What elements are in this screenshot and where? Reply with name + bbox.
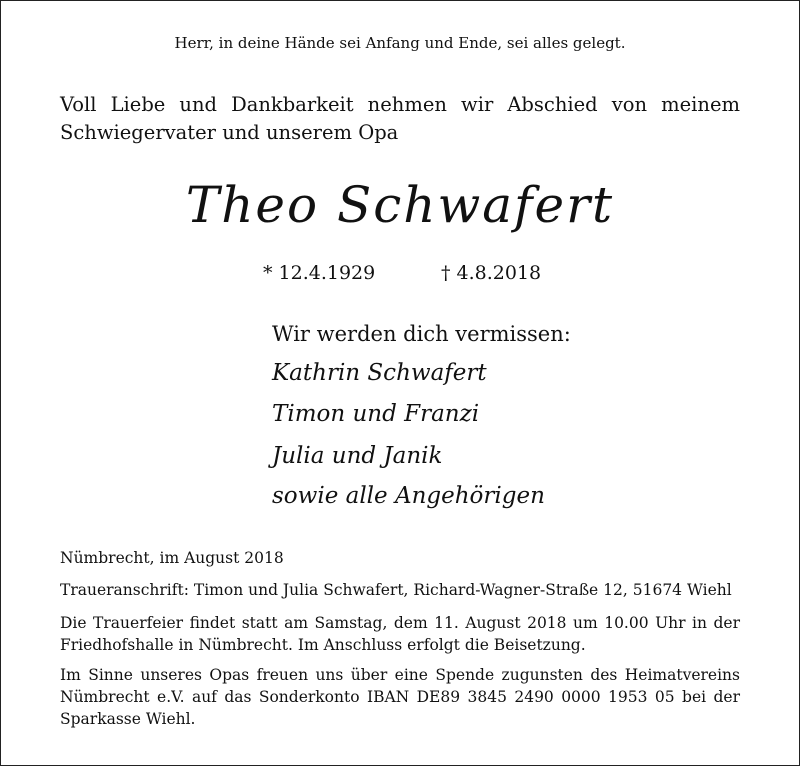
mourner-name: Kathrin Schwafert: [272, 360, 487, 386]
intro-line-1: Voll Liebe und Dankbarkeit nehmen wir Abschied von meinem: [60, 93, 740, 116]
mourner-name: sowie alle Angehörigen: [272, 483, 545, 509]
donation-info: Im Sinne unseres Opas freuen uns über eine Spende zugunsten des Heimatvereins Nümbrecht e.V. auf das Sonderkonto IBAN DE89 3845 2490 0000 1953 05 bei der Sparkasse Wiehl.: [60, 666, 740, 728]
mourner-name: Julia und Janik: [272, 443, 443, 469]
birth-date: * 12.4.1929: [263, 262, 376, 284]
death-date: † 4.8.2018: [441, 262, 542, 284]
mourners-heading: Wir werden dich vermissen:: [272, 322, 571, 346]
motto: Herr, in deine Hände sei Anfang und Ende, sei alles gelegt.: [174, 34, 626, 52]
place-date: Nümbrecht, im August 2018: [60, 549, 284, 567]
intro-line-2: Schwiegervater und unserem Opa: [60, 121, 399, 144]
mourning-address: Traueranschrift: Timon und Julia Schwafert, Richard-Wagner-Straße 12, 51674 Wiehl: [60, 581, 732, 599]
mourner-name: Timon und Franzi: [272, 401, 480, 427]
deceased-name: Theo Schwafert: [185, 176, 615, 234]
ceremony-info: Die Trauerfeier findet statt am Samstag, dem 11. August 2018 um 10.00 Uhr in der Friedhofshalle in Nümbrecht. Im Anschluss erfolgt die Beisetzung.: [60, 614, 740, 654]
